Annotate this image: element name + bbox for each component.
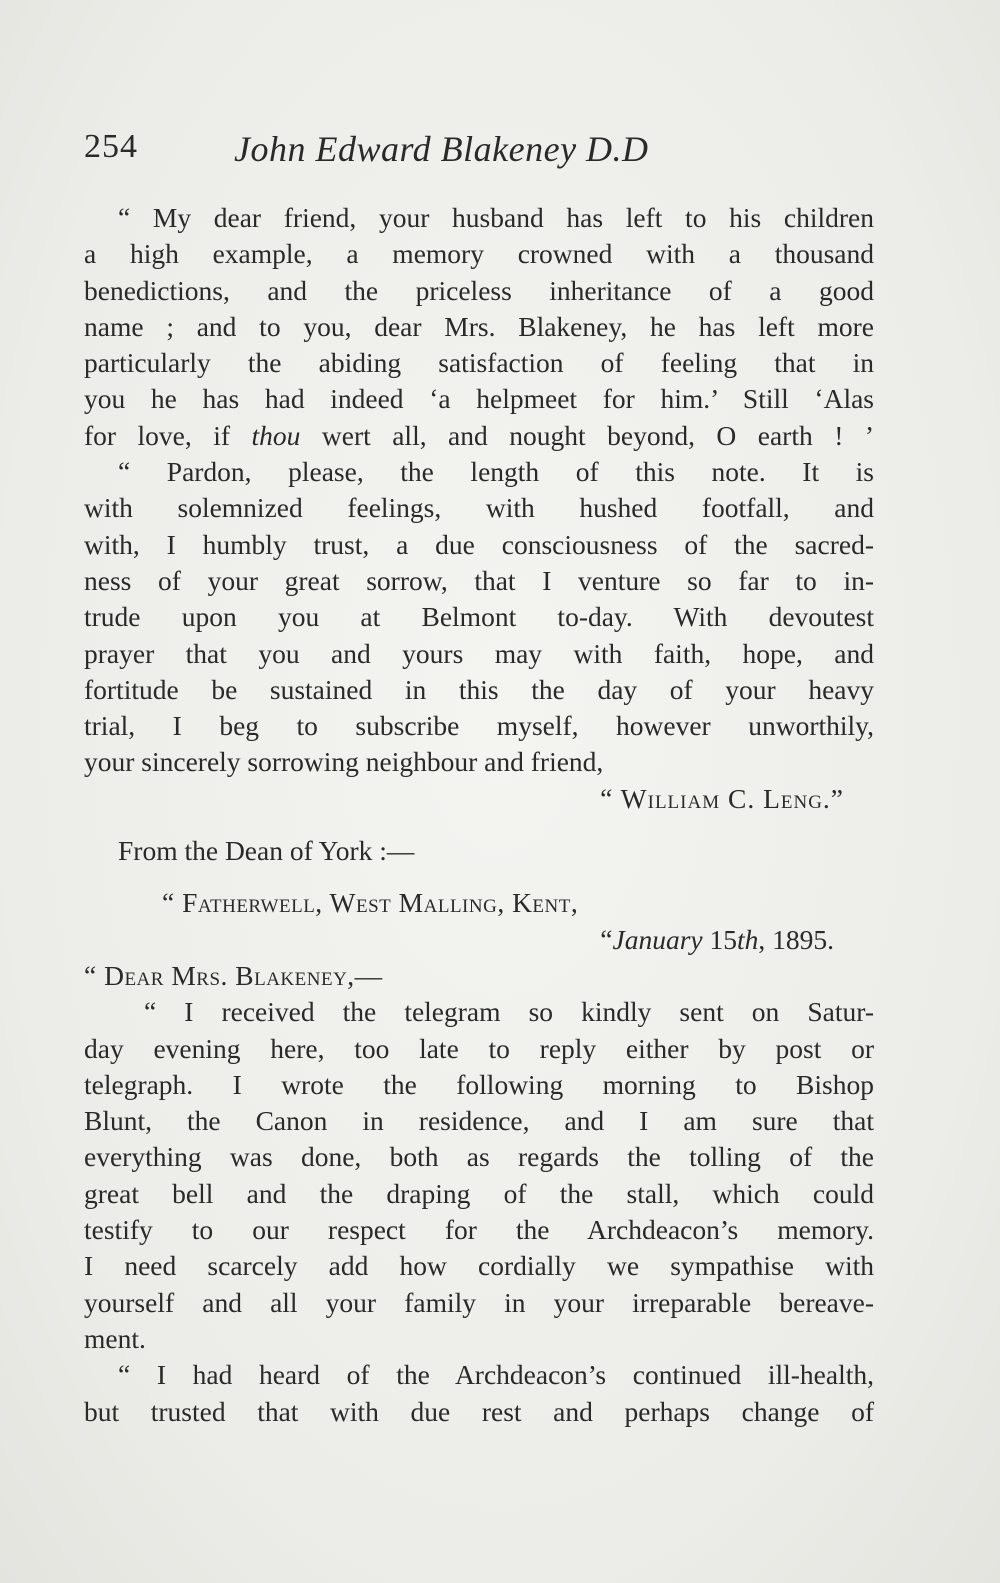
text-line: “ My dear friend, your husband has left to his children [118,202,874,233]
text-line: you he has had indeed ‘a helpmeet for him.’ Still ‘Alas [84,383,874,415]
page-header [84,128,874,178]
text-line: but trusted that with due rest and perhaps change of [84,1395,874,1427]
text-line: fortitude be sustained in this the day of your heavy [84,673,874,705]
text-line: trial, I beg to subscribe myself, however unworthily, [84,710,874,742]
text-line: with solemnized feelings, with hushed footfall, and [84,492,874,524]
text-line: great bell and the draping of the stall, which could [84,1177,874,1209]
body-text [84,200,874,1430]
salutation: “ Dear Mrs. Blakeney,— [84,959,383,991]
text-line: everything was done, both as regards the tolling of the [84,1141,874,1173]
text-line: Blunt, the Canon in residence, and I am sure that [84,1105,874,1137]
text-line: a high example, a memory crowned with a thousand [84,238,874,270]
date-suffix: th [736,923,759,955]
date-year: , 1895. [758,923,834,955]
text-line: yourself and all your family in your irreparable bereave- [84,1286,874,1318]
date-month: January [612,923,703,955]
text-fragment: wert all, and nought beyond, O earth ! ’ [300,419,874,451]
text-line [84,418,874,454]
text-line: “ Pardon, please, the length of this note. It is [118,456,874,488]
text-line: with, I humbly trust, a due consciousness of the sacred- [84,528,874,560]
italic-word: thou [251,419,301,451]
text-fragment: for love, if [84,419,252,451]
letter-address: “ Fatherwell, West Malling, Kent, [162,887,579,919]
date-quote: “ [600,923,613,955]
text-line: particularly the abiding satisfaction of feeling that in [84,347,874,379]
date-day: 15 [709,923,737,955]
signature-line: “ William C. Leng.” [600,782,844,814]
text-line: “ I had heard of the Archdeacon’s continued ill-health, [118,1359,874,1391]
letter-date [84,922,874,958]
text-line: testify to our respect for the Archdeacon’s memory. [84,1214,874,1246]
text-line: prayer that you and yours may with faith, hope, and [84,637,874,669]
text-line: day evening here, too late to reply either by post or [84,1032,874,1064]
text-line: benedictions, and the priceless inheritance of a good [84,274,874,306]
text-line: telegraph. I wrote the following morning to Bishop [84,1068,874,1100]
text-line: ment. [84,1322,146,1354]
text-line: name ; and to you, dear Mrs. Blakeney, he has left more [84,310,874,342]
text-line: ness of your great sorrow, that I venture so far to in- [84,564,874,596]
page-number: 254 [84,128,138,165]
text-line: your sincerely sorrowing neighbour and friend, [84,746,604,778]
from-line: From the Dean of York :— [118,835,415,867]
spacer [84,817,874,833]
spacer [84,869,874,885]
text-line: trude upon you at Belmont to-day. With devoutest [84,601,874,633]
text-line: I need scarcely add how cordially we sympathise with [84,1250,874,1282]
text-line: “ I received the telegram so kindly sent on Satur- [144,996,874,1028]
running-title: John Edward Blakeney D.D [234,129,649,169]
